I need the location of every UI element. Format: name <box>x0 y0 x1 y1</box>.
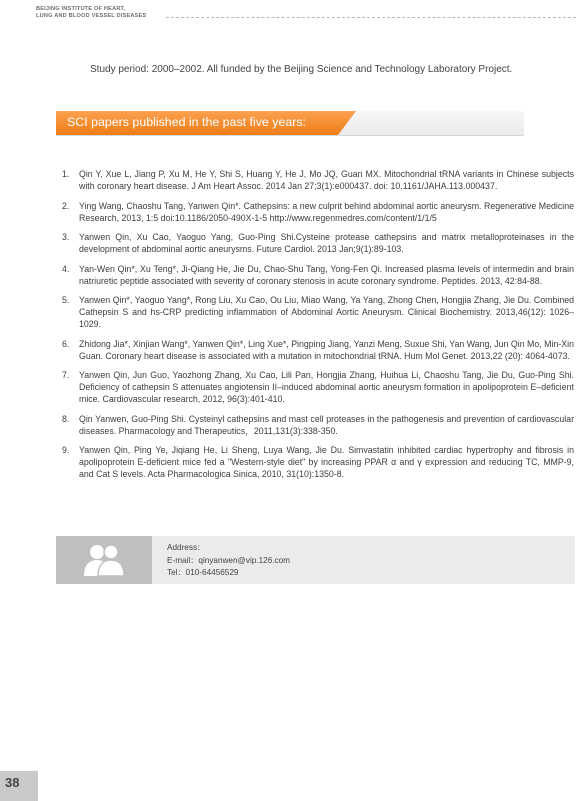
reference-number: 2. <box>62 200 70 211</box>
reference-item <box>62 338 574 362</box>
study-period-text: Study period: 2000–2002. All funded by the Beijing Science and Technology Laboratory Project. <box>90 64 513 75</box>
reference-number: 1. <box>62 169 70 179</box>
reference-number: 7. <box>62 370 70 380</box>
reference-number: 6. <box>62 338 70 349</box>
reference-item <box>62 263 574 287</box>
reference-text: Zhidong Jia*, Xinjian Wang*, Yanwen Qin*, Ling Xue*, Pingping Jiang, Yanzi Meng, Suxue Shi, Yan Wang, Jun Qin Mo, Min-Xin Guan. Coronary heart disease is associated with a mutation in mitochondrial tRNA. Hum Mol Genet. 2013,22 (20): 4064-4073. <box>79 338 574 361</box>
reference-text: Qin Yanwen, Guo-Ping Shi. Cysteinyl cathepsins and mast cell proteases in the pathogenesis and prevention of cardiovascular diseases. Pharmacology and Therapeutics，2011,131(3):338-350. <box>79 413 574 436</box>
reference-number: 3. <box>62 232 70 242</box>
reference-item <box>62 369 574 405</box>
reference-list <box>62 168 574 488</box>
reference-number: 4. <box>62 263 70 274</box>
avatar <box>56 536 152 584</box>
section-title: SCI papers published in the past five years: <box>67 115 306 129</box>
reference-number: 9. <box>62 445 70 455</box>
reference-item <box>62 231 574 255</box>
reference-text: Ying Wang, Chaoshu Tang, Yanwen Qin*. Cathepsins: a new culprit behind abdominal aortic aneurysm. Regenerative Medicine Research, 2013, 1:5 doi:10.1186/2050-490X-1-5 http://www.regenmedres.com/content/1/1/5 <box>79 200 574 223</box>
contact-tel: Tel：010-64456529 <box>167 568 239 577</box>
contact-box <box>56 536 575 584</box>
contact-email: E-mail：qinyanwen@vip.126.com <box>167 555 290 565</box>
page-number: 38 <box>5 775 20 790</box>
reference-text: Yanwen Qin*, Yaoguo Yang*, Rong Liu, Xu Cao, Ou Liu, Miao Wang, Ya Yang, Zhong Chen, Hongjia Zhang, Jie Du. Combined Cathepsin S and hs-CRP predicting inflammation of Abdominal Aortic Aneurysm. Clinical Biochemistry. 2013,46(12): 1026–1029. <box>79 295 574 329</box>
journal-header <box>36 6 146 20</box>
reference-item <box>62 413 574 437</box>
header-line-1: BEIJING INSTITUTE OF HEART, <box>36 6 126 12</box>
reference-text: Yanwen Qin, Xu Cao, Yaoguo Yang, Guo-Ping Shi.Cysteine protease cathepsins and matrix metalloproteinases in the development of abdominal aortic aneurysms. Future Cardiol. 2013 Jan;9(1):89-103. <box>79 232 574 254</box>
reference-item <box>62 168 574 192</box>
page-number-box <box>0 771 38 801</box>
header-line-2: LUNG AND BLOOD VESSEL DISEASES <box>36 13 147 19</box>
reference-item <box>62 294 574 330</box>
header-divider <box>166 17 576 18</box>
people-icon <box>82 542 126 578</box>
reference-item <box>62 200 574 224</box>
section-banner <box>56 111 524 136</box>
reference-text: Yan-Wen Qin*, Xu Teng*, Ji-Qiang He, Jie Du, Chao-Shu Tang, Yong-Fen Qi. Increased plasma levels of intermedin and brain natriuretic peptide associated with severity of coronary stenosis in acute coronary syndrome. Peptides. 2013, 42:84-88. <box>79 263 574 286</box>
contact-details <box>167 542 290 580</box>
reference-text: Yanwen Qin, Jun Guo, Yaozhong Zhang, Xu Cao, Lili Pan, Hongjia Zhang, Huihua Li, Chaoshu Tang, Jie Du, Guo-Ping Shi. Deficiency of cathepsin S attenuates angiotensin II–induced abdominal aortic aneurysm formation in apolipoprotein E–deficient mice. Cardiovascular research, 2012, 96(3):401-410. <box>79 370 574 404</box>
reference-text: Qin Y, Xue L, Jiang P, Xu M, He Y, Shi S, Huang Y, He J, Mo JQ, Guan MX. Mitochondrial tRNA variants in Chinese subjects with coronary heart disease. J Am Heart Assoc. 2014 Jan 27;3(1):e000437. doi: 10.1161/JAHA.113.000437. <box>79 169 574 191</box>
reference-number: 8. <box>62 413 70 424</box>
reference-item <box>62 444 574 480</box>
contact-address: Address： <box>167 543 206 552</box>
reference-number: 5. <box>62 295 70 305</box>
reference-text: Yanwen Qin, Ping Ye, Jiqiang He, Li Sheng, Luya Wang, Jie Du. Simvastatin inhibited cardiac hypertrophy and fibrosis in apolipoprotein E-deficient mice fed a "Western-style diet" by increasing PPAR α and γ expression and reducing TC, MMP-9, and Cat S levels. Acta Pharmacologica Sinica, 2010, 31(10):1350-8. <box>79 445 574 479</box>
